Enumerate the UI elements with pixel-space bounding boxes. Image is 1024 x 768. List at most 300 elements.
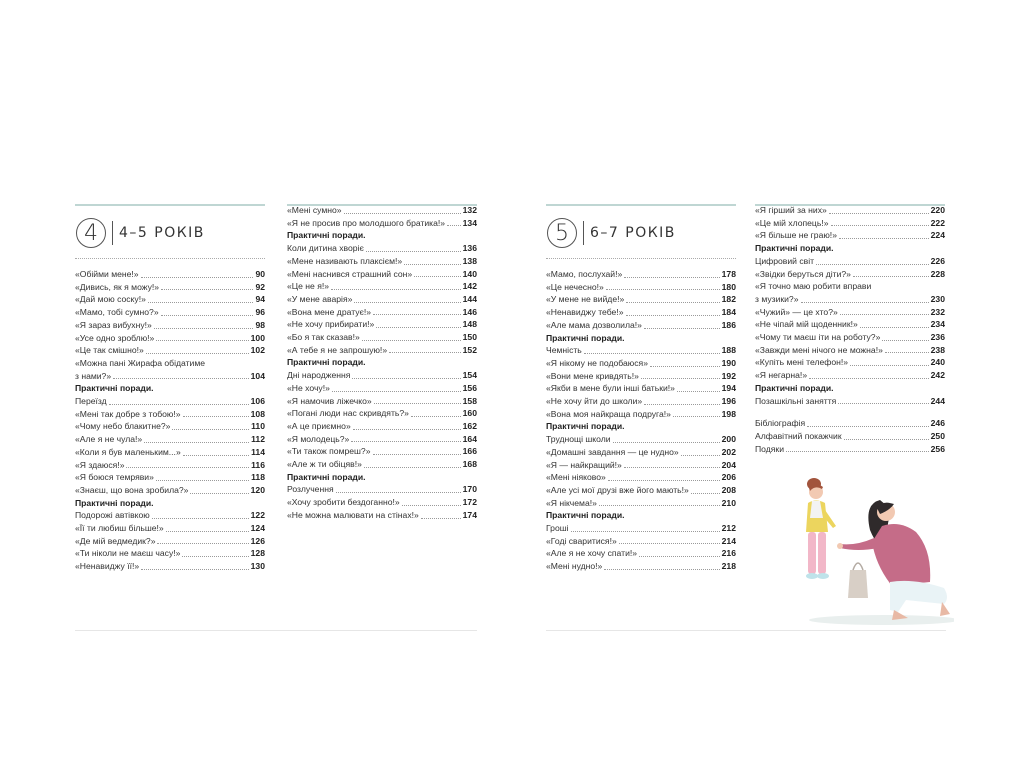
- toc-page-number: 232: [930, 306, 945, 317]
- toc-entry[interactable]: [546, 319, 736, 332]
- toc-entry[interactable]: [755, 293, 945, 306]
- toc-entry[interactable]: [75, 370, 265, 383]
- dot-leader: [807, 426, 929, 427]
- toc-page-number: 94: [255, 294, 265, 305]
- toc-page-number: 146: [462, 306, 477, 317]
- dot-leader: [844, 439, 929, 440]
- dot-leader: [353, 429, 461, 430]
- toc-entry-title: «Ти ніколи не маєш часу!»: [75, 548, 181, 559]
- toc-entry-title: «Ненавиджу тебе!»: [546, 307, 624, 318]
- toc-entry-title: «Я зараз вибухну!»: [75, 319, 152, 330]
- dot-leader: [154, 328, 254, 329]
- toc-page-number: 256: [930, 443, 945, 454]
- toc-page-number: 130: [250, 561, 265, 572]
- dot-leader: [351, 441, 460, 442]
- toc-page-number: 104: [250, 370, 265, 381]
- toc-page-number: 108: [250, 408, 265, 419]
- toc-page-number: 194: [721, 383, 736, 394]
- toc-entry[interactable]: [546, 408, 736, 421]
- toc-entry-title: «Годі сваритися!»: [546, 535, 617, 546]
- dot-leader: [404, 264, 460, 265]
- toc-section-heading: Практичні поради.: [546, 332, 625, 343]
- toc-entry-title: Труднощі школи: [546, 434, 611, 445]
- toc-section-heading: Практичні поради.: [75, 383, 154, 394]
- dot-leader: [816, 264, 929, 265]
- toc-page-number: 190: [721, 357, 736, 368]
- chapter-separator: [583, 221, 584, 245]
- toc-page-number: 192: [721, 370, 736, 381]
- toc-page-number: 184: [721, 307, 736, 318]
- toc-entry[interactable]: [287, 509, 477, 522]
- toc-entry-title: «Бо я так сказав!»: [287, 332, 360, 343]
- toc-page-number: 230: [930, 293, 945, 304]
- toc-entry[interactable]: [75, 471, 265, 484]
- toc-entry-title: «Не можна малювати на стінах!»: [287, 509, 419, 520]
- toc-entry-title: «Усе одно зроблю!»: [75, 332, 155, 343]
- dot-leader: [860, 327, 929, 328]
- toc-entry[interactable]: [755, 268, 945, 281]
- dot-leader: [624, 277, 719, 278]
- toc-entry[interactable]: [546, 344, 736, 357]
- toc-entry-title: Позашкільні заняття: [755, 395, 837, 406]
- toc-entry-title: «Я нікчема!»: [546, 497, 597, 508]
- toc-entry[interactable]: [75, 268, 265, 281]
- dot-leader: [156, 480, 249, 481]
- toc-page-number: 180: [721, 281, 736, 292]
- toc-page-number: 246: [930, 418, 945, 429]
- right-page: [512, 0, 1024, 768]
- toc-entry[interactable]: [287, 369, 477, 382]
- heading-dotted-rule: [546, 258, 736, 259]
- toc-entry-title: «Дай мою соску!»: [75, 294, 146, 305]
- toc-entry-title: «У мене аварія»: [287, 293, 353, 304]
- toc-page-number: 134: [462, 217, 477, 228]
- toc-entry[interactable]: [546, 471, 736, 484]
- toc-entry[interactable]: [287, 280, 477, 293]
- chapter-title: 4–5 РОКІВ: [119, 225, 205, 241]
- chapter-number: 5: [547, 218, 577, 248]
- dot-leader: [113, 378, 249, 379]
- dot-leader: [639, 556, 720, 557]
- toc-page-number: 96: [255, 307, 265, 318]
- toc-entry-title: «Мені наснився страшний сон»: [287, 268, 413, 279]
- heading-dotted-rule: [75, 258, 265, 259]
- toc-entry-title: Бібліографія: [755, 418, 806, 429]
- toc-entry[interactable]: [287, 242, 477, 255]
- toc-entry-title: «Це нечесно!»: [546, 281, 604, 292]
- toc-entry-title: «У мене не вийде!»: [546, 294, 625, 305]
- toc-page-number: 250: [930, 430, 945, 441]
- dot-leader: [161, 315, 254, 316]
- mother-child-illustration: [794, 470, 954, 630]
- dot-leader: [613, 442, 720, 443]
- toc-page-number: 120: [250, 484, 265, 495]
- toc-entry-title: «Мамо, тобі сумно?»: [75, 307, 159, 318]
- toc-entry[interactable]: [75, 332, 265, 345]
- dot-leader: [839, 238, 929, 239]
- dot-leader: [402, 505, 461, 506]
- toc-entry[interactable]: [546, 497, 736, 510]
- toc-entry[interactable]: [75, 281, 265, 294]
- toc-page-number: 110: [251, 421, 265, 432]
- dot-leader: [109, 404, 249, 405]
- toc-entry[interactable]: [75, 433, 265, 446]
- toc-page-number: 208: [721, 484, 736, 495]
- toc-entry[interactable]: [546, 281, 736, 294]
- toc-page-number: 222: [930, 217, 945, 228]
- dot-leader: [183, 416, 249, 417]
- toc-entry[interactable]: [546, 446, 736, 459]
- top-rule: [75, 204, 265, 206]
- toc-page-number: 136: [462, 243, 477, 254]
- toc-entry[interactable]: [287, 204, 477, 217]
- toc-entry[interactable]: [755, 417, 945, 430]
- toc-entry-title: «Мені нудно!»: [546, 561, 603, 572]
- toc-entry[interactable]: [75, 535, 265, 548]
- chapter-number: 4: [76, 218, 106, 248]
- toc-page-number: 126: [250, 535, 265, 546]
- dot-leader: [344, 213, 461, 214]
- toc-entry[interactable]: [287, 458, 477, 471]
- toc-entry[interactable]: [546, 459, 736, 472]
- toc-entry-title: з музики?»: [755, 293, 799, 304]
- toc-entry[interactable]: [75, 306, 265, 319]
- toc-entry[interactable]: [287, 496, 477, 509]
- toc-entry[interactable]: [75, 484, 265, 497]
- toc-section-heading: Практичні поради.: [546, 421, 625, 432]
- toc-entry-title: «Можна пані Жирафа обідатиме: [75, 357, 206, 368]
- toc-page-number: 206: [721, 472, 736, 483]
- toc-page-number: 224: [930, 230, 945, 241]
- toc-entry-title: «Звідки беруться діти?»: [755, 268, 851, 279]
- toc-page-number: 90: [255, 269, 265, 279]
- toc-entry[interactable]: [75, 522, 265, 535]
- toc-entry[interactable]: [546, 535, 736, 548]
- dot-leader: [599, 505, 720, 506]
- toc-page-number: 160: [462, 408, 477, 419]
- dot-leader: [364, 467, 461, 468]
- dot-leader: [373, 314, 461, 315]
- dot-leader: [148, 302, 254, 303]
- toc-page-number: 106: [250, 396, 265, 407]
- dot-leader: [183, 455, 249, 456]
- toc-entry-title: «Це так смішно!»: [75, 345, 144, 356]
- toc-entry-title: «Я здаюся!»: [75, 459, 125, 470]
- toc-page-number: 170: [462, 484, 477, 495]
- toc-entry[interactable]: [75, 446, 265, 459]
- dot-leader: [885, 352, 929, 353]
- toc-page-number: 100: [250, 332, 265, 343]
- toc-entry-title: Розлучення: [287, 484, 334, 495]
- toc-entry[interactable]: [287, 395, 477, 408]
- dot-leader: [366, 251, 461, 252]
- toc-entry[interactable]: [546, 484, 736, 497]
- toc-page-number: 240: [930, 357, 945, 368]
- toc-entry[interactable]: [75, 319, 265, 332]
- dot-leader: [604, 569, 719, 570]
- toc-entry-title: «Купіть мені телефон!»: [755, 357, 849, 368]
- toc-entry[interactable]: [546, 268, 736, 281]
- dot-leader: [681, 455, 720, 456]
- dot-leader: [332, 391, 461, 392]
- toc-entry[interactable]: [287, 483, 477, 496]
- toc-entry[interactable]: [546, 293, 736, 306]
- toc-entry-title: «Але мама дозволила!»: [546, 319, 642, 330]
- dot-leader: [152, 518, 249, 519]
- dot-leader: [414, 276, 461, 277]
- toc-page-number: 174: [462, 509, 477, 520]
- toc-column-3: [546, 268, 736, 573]
- dot-leader: [362, 340, 461, 341]
- toc-page-number: 124: [250, 523, 265, 534]
- dot-leader: [141, 569, 249, 570]
- toc-page-number: 216: [721, 548, 736, 559]
- dot-leader: [389, 352, 461, 353]
- toc-entry[interactable]: [287, 344, 477, 357]
- toc-entry[interactable]: [755, 430, 945, 443]
- toc-entry[interactable]: [75, 357, 265, 370]
- toc-entry-title: «Де мій ведмедик?»: [75, 535, 156, 546]
- toc-page-number: 214: [721, 535, 736, 546]
- toc-entry-title: «Але усі мої друзі вже його мають!»: [546, 484, 689, 495]
- dot-leader: [352, 378, 460, 379]
- dot-leader: [608, 480, 720, 481]
- toc-page-number: 212: [721, 523, 736, 534]
- toc-column-1: [75, 268, 265, 573]
- dot-leader: [831, 225, 929, 226]
- toc-entry-title: «Обійми мене!»: [75, 269, 139, 279]
- toc-entry-title: Дні народження: [287, 370, 351, 381]
- toc-entry[interactable]: [287, 306, 477, 319]
- dot-leader: [644, 328, 720, 329]
- toc-entry[interactable]: [755, 369, 945, 382]
- toc-entry-title: «Мене називають плаксієм!»: [287, 255, 403, 266]
- dot-leader: [677, 391, 720, 392]
- toc-entry-title: Подорожі автівкою: [75, 510, 150, 521]
- toc-entry[interactable]: [546, 433, 736, 446]
- toc-entry-title: «Завжди мені нічого не можна!»: [755, 344, 883, 355]
- toc-entry-title: Алфавітний покажчик: [755, 430, 842, 441]
- toc-entry[interactable]: [755, 443, 945, 456]
- dot-leader: [331, 289, 461, 290]
- toc-entry-title: «Це мій хлопець!»: [755, 217, 829, 228]
- dot-leader: [626, 302, 719, 303]
- toc-page-number: 112: [251, 434, 265, 445]
- dot-leader: [161, 289, 253, 290]
- toc-page-number: 196: [721, 396, 736, 407]
- toc-page-number: 92: [255, 281, 265, 292]
- toc-entry-title: «Мені так добре з тобою!»: [75, 408, 181, 419]
- toc-entry-title: «А тебе я не запрошую!»: [287, 344, 388, 355]
- toc-entry-title: «Це не я!»: [287, 281, 330, 292]
- chapter-title: 6–7 РОКІВ: [590, 225, 676, 241]
- toc-entry[interactable]: [287, 407, 477, 420]
- toc-entry[interactable]: [755, 395, 945, 408]
- toc-entry-title: «Але я не чула!»: [75, 434, 143, 445]
- dot-leader: [156, 340, 248, 341]
- toc-entry[interactable]: [755, 306, 945, 319]
- toc-entry-title: «Не хочу йти до школи»: [546, 396, 643, 407]
- toc-entry-title: «Чужий» — це хто?»: [755, 306, 838, 317]
- dot-leader: [882, 340, 928, 341]
- toc-entry[interactable]: [287, 382, 477, 395]
- toc-entry-title: «Ненавиджу її!»: [75, 561, 140, 572]
- dot-leader: [853, 276, 929, 277]
- toc-entry[interactable]: [287, 255, 477, 268]
- toc-entry[interactable]: [546, 560, 736, 573]
- toc-entry-title: «Коли я був маленьким...»: [75, 446, 181, 457]
- toc-page-number: 218: [721, 561, 736, 572]
- toc-entry-title: «Я гірший за них»: [755, 205, 827, 215]
- dot-leader: [336, 492, 461, 493]
- toc-page-number: 98: [255, 319, 265, 330]
- chapter-heading: [547, 218, 676, 248]
- toc-page-number: 156: [462, 382, 477, 393]
- toc-page-number: 234: [930, 319, 945, 330]
- toc-entry[interactable]: [75, 560, 265, 573]
- toc-entry-title: «Мені ніяково»: [546, 472, 606, 483]
- dot-leader: [146, 353, 249, 354]
- dot-leader: [190, 493, 248, 494]
- toc-entry[interactable]: [546, 370, 736, 383]
- toc-entry-title: «Вони мене кривдять!»: [546, 370, 639, 381]
- toc-page-number: 168: [462, 459, 477, 470]
- toc-entry-title: «Хочу зробити бездоганно!»: [287, 497, 400, 508]
- toc-entry-title: «Але ж ти обіцяв!»: [287, 459, 362, 470]
- toc-entry[interactable]: [287, 445, 477, 458]
- dot-leader: [673, 416, 720, 417]
- toc-entry[interactable]: [755, 204, 945, 217]
- toc-page-number: 228: [930, 268, 945, 279]
- toc-entry[interactable]: [287, 318, 477, 331]
- toc-entry[interactable]: [287, 331, 477, 344]
- toc-entry[interactable]: [287, 293, 477, 306]
- toc-entry[interactable]: [287, 268, 477, 281]
- toc-entry-title: «Я молодець?»: [287, 433, 350, 444]
- toc-page-number: 102: [250, 345, 265, 356]
- toc-section-heading: Практичні поради.: [755, 243, 834, 254]
- toc-page-number: 144: [462, 293, 477, 304]
- toc-entry-title: «Але я не хочу спати!»: [546, 548, 638, 559]
- toc-entry-title: Переїзд: [75, 396, 107, 407]
- toc-entry[interactable]: [546, 395, 736, 408]
- toc-entry[interactable]: [75, 459, 265, 472]
- toc-entry-title: Подяки: [755, 443, 784, 454]
- dot-leader: [166, 531, 249, 532]
- toc-page-number: 128: [250, 548, 265, 559]
- toc-entry[interactable]: [287, 433, 477, 446]
- toc-entry[interactable]: [546, 522, 736, 535]
- dot-leader: [606, 289, 720, 290]
- toc-page-number: 162: [462, 420, 477, 431]
- dot-leader: [141, 277, 254, 278]
- dot-leader: [626, 315, 720, 316]
- toc-entry-title: з нами?»: [75, 370, 112, 381]
- dot-leader: [182, 556, 248, 557]
- toc-entry[interactable]: [755, 255, 945, 268]
- toc-entry[interactable]: [546, 382, 736, 395]
- toc-entry[interactable]: [75, 395, 265, 408]
- toc-entry[interactable]: [755, 318, 945, 331]
- toc-section-heading: Практичні поради.: [75, 497, 154, 508]
- toc-page-number: 166: [462, 446, 477, 457]
- toc-entry-title: «Її ти любиш більше!»: [75, 523, 164, 534]
- toc-page-number: 152: [462, 344, 477, 355]
- toc-page-number: 202: [721, 446, 736, 457]
- toc-entry[interactable]: [755, 331, 945, 344]
- toc-entry[interactable]: [75, 344, 265, 357]
- toc-entry-title: «Вона мене дратує!»: [287, 306, 372, 317]
- toc-page-number: 242: [930, 370, 945, 381]
- toc-entry-title: «Чому ти маєш іти на роботу?»: [755, 332, 881, 343]
- toc-entry[interactable]: [546, 306, 736, 319]
- toc-page-number: 204: [721, 459, 736, 470]
- toc-page-number: 226: [930, 255, 945, 266]
- toc-entry[interactable]: [75, 547, 265, 560]
- toc-page-number: 198: [721, 408, 736, 419]
- toc-page-number: 132: [462, 205, 477, 215]
- toc-entry[interactable]: [75, 293, 265, 306]
- dot-leader: [650, 366, 720, 367]
- dot-leader: [571, 531, 720, 532]
- toc-entry-title: «Я — найкращий!»: [546, 459, 622, 470]
- toc-entry-title: «Не хочу прибирати!»: [287, 319, 375, 330]
- toc-entry[interactable]: [75, 420, 265, 433]
- toc-page-number: 186: [721, 319, 736, 330]
- toc-entry-title: «Знаєш, що вона зробила?»: [75, 484, 189, 495]
- toc-entry[interactable]: [755, 229, 945, 242]
- toc-entry[interactable]: [75, 509, 265, 522]
- mother-figure: [837, 500, 950, 620]
- toc-entry-title: «Мені сумно»: [287, 205, 342, 215]
- toc-entry[interactable]: [546, 547, 736, 560]
- toc-entry-title: Гроші: [546, 523, 569, 534]
- toc-entry-title: «Я точно маю робити вправи: [755, 281, 872, 292]
- toc-page-number: 116: [251, 459, 265, 470]
- toc-entry[interactable]: [755, 280, 945, 293]
- toc-entry[interactable]: [755, 356, 945, 369]
- toc-entry-title: «Ти також помреш?»: [287, 446, 371, 457]
- toc-entry-title: «Я не просив про молодшого братика!»: [287, 217, 446, 228]
- toc-entry-title: «Я негарна!»: [755, 370, 808, 381]
- toc-entry-title: «Якби в мене були інші батьки!»: [546, 383, 675, 394]
- dot-leader: [447, 225, 461, 226]
- toc-entry[interactable]: [287, 217, 477, 230]
- toc-entry-title: «Чому небо блакитне?»: [75, 421, 171, 432]
- toc-entry-title: «Я боюся темряви»: [75, 472, 154, 483]
- toc-entry-title: Чемність: [546, 345, 582, 356]
- dot-leader: [354, 302, 460, 303]
- dot-leader: [373, 454, 461, 455]
- chapter-separator: [112, 221, 113, 245]
- toc-entry[interactable]: [755, 344, 945, 357]
- toc-entry[interactable]: [287, 420, 477, 433]
- toc-entry[interactable]: [546, 357, 736, 370]
- dot-leader: [126, 467, 249, 468]
- dot-leader: [838, 403, 928, 404]
- toc-entry[interactable]: [75, 408, 265, 421]
- toc-section-heading: Практичні поради.: [287, 471, 366, 482]
- toc-entry-title: «Мамо, послухай!»: [546, 269, 623, 279]
- top-rule: [546, 204, 736, 206]
- toc-entry[interactable]: [755, 217, 945, 230]
- dot-leader: [144, 442, 249, 443]
- dot-leader: [829, 213, 929, 214]
- dot-leader: [374, 403, 461, 404]
- toc-entry-title: «Погані люди нас скривдять?»: [287, 408, 409, 419]
- dot-leader: [619, 543, 720, 544]
- toc-page-number: 238: [930, 344, 945, 355]
